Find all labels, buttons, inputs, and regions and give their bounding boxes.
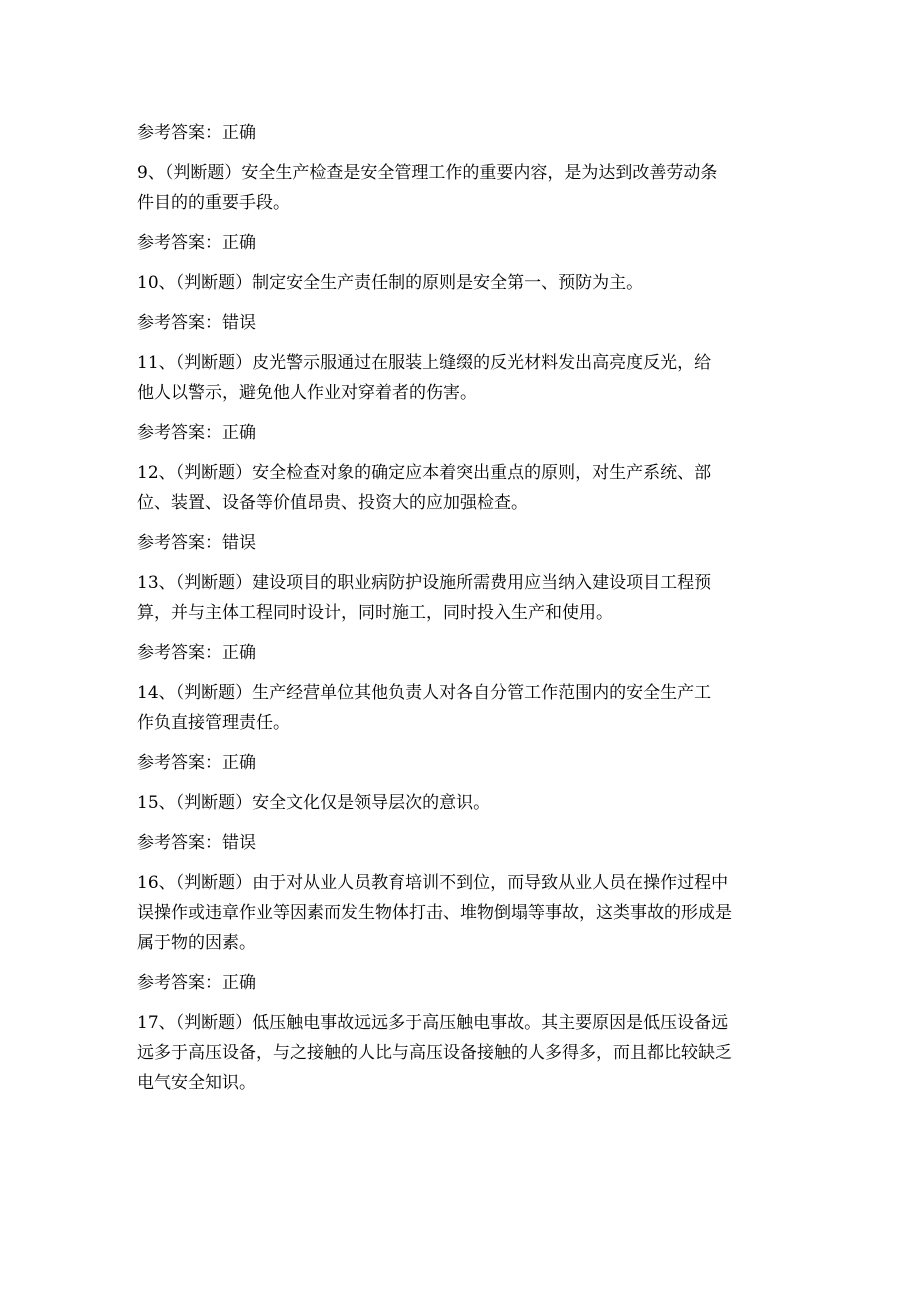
answer-label: 参考答案：: [137, 833, 222, 853]
question-item: [137, 158, 785, 218]
question-item: [137, 678, 785, 738]
answer-line: [137, 308, 785, 338]
question-text-line: 误操作或违章作业等因素而发生物体打击、堆物倒塌等事故，这类事故的形成是: [137, 903, 732, 923]
answer-label: 参考答案：: [137, 973, 222, 993]
answer-value: 正确: [222, 643, 256, 663]
question-text-line: 10、（判断题）制定安全生产责任制的原则是安全第一、预防为主。: [137, 273, 644, 293]
answer-line: [137, 118, 785, 148]
question-item: [137, 1008, 785, 1098]
answer-value: 错误: [222, 313, 256, 333]
answer-label: 参考答案：: [137, 233, 222, 253]
answer-line: [137, 968, 785, 998]
answer-line: [137, 228, 785, 258]
answer-value: 错误: [222, 833, 256, 853]
question-text-line: 远多于高压设备，与之接触的人比与高压设备接触的人多得多，而且都比较缺乏: [137, 1043, 732, 1063]
question-text-line: 16、（判断题）由于对从业人员教育培训不到位，而导致从业人员在操作过程中: [137, 873, 729, 893]
answer-line: [137, 638, 785, 668]
answer-value: 正确: [222, 423, 256, 443]
answer-line: [137, 418, 785, 448]
question-text-line: 件目的的重要手段。: [137, 193, 290, 213]
question-text-line: 11、（判断题）皮光警示服通过在服装上缝缀的反光材料发出高亮度反光，给: [137, 353, 712, 373]
question-item: [137, 568, 785, 628]
answer-label: 参考答案：: [137, 643, 222, 663]
answer-label: 参考答案：: [137, 533, 222, 553]
answer-value: 错误: [222, 533, 256, 553]
answer-line: [137, 748, 785, 778]
answer-value: 正确: [222, 233, 256, 253]
answer-line: [137, 528, 785, 558]
answer-value: 正确: [222, 753, 256, 773]
question-text-line: 12、（判断题）安全检查对象的确定应本着突出重点的原则，对生产系统、部: [137, 463, 712, 483]
question-text-line: 他人以警示，避免他人作业对穿着者的伤害。: [137, 383, 477, 403]
question-text-line: 位、装置、设备等价值昂贵、投资大的应加强检查。: [137, 493, 528, 513]
answer-label: 参考答案：: [137, 753, 222, 773]
answer-line: [137, 828, 785, 858]
question-item: [137, 868, 785, 958]
answer-value: 正确: [222, 123, 256, 143]
answer-label: 参考答案：: [137, 123, 222, 143]
question-item: [137, 268, 785, 298]
answer-label: 参考答案：: [137, 313, 222, 333]
question-text-line: 15、（判断题）安全文化仅是领导层次的意识。: [137, 793, 491, 813]
answer-label: 参考答案：: [137, 423, 222, 443]
question-text-line: 电气安全知识。: [137, 1073, 256, 1093]
question-item: [137, 458, 785, 518]
question-text-line: 作负直接管理责任。: [137, 713, 290, 733]
question-text-line: 17、（判断题）低压触电事故远远多于高压触电事故。其主要原因是低压设备远: [137, 1013, 729, 1033]
question-text-line: 9、（判断题）安全生产检查是安全管理工作的重要内容，是为达到改善劳动条: [137, 163, 718, 183]
question-text-line: 14、（判断题）生产经营单位其他负责人对各自分管工作范围内的安全生产工: [137, 683, 712, 703]
question-item: [137, 788, 785, 818]
answer-value: 正确: [222, 973, 256, 993]
question-text-line: 13、（判断题）建设项目的职业病防护设施所需费用应当纳入建设项目工程预: [137, 573, 712, 593]
question-list: [137, 118, 785, 1108]
question-text-line: 算，并与主体工程同时设计，同时施工，同时投入生产和使用。: [137, 603, 613, 623]
question-item: [137, 348, 785, 408]
question-text-line: 属于物的因素。: [137, 933, 256, 953]
